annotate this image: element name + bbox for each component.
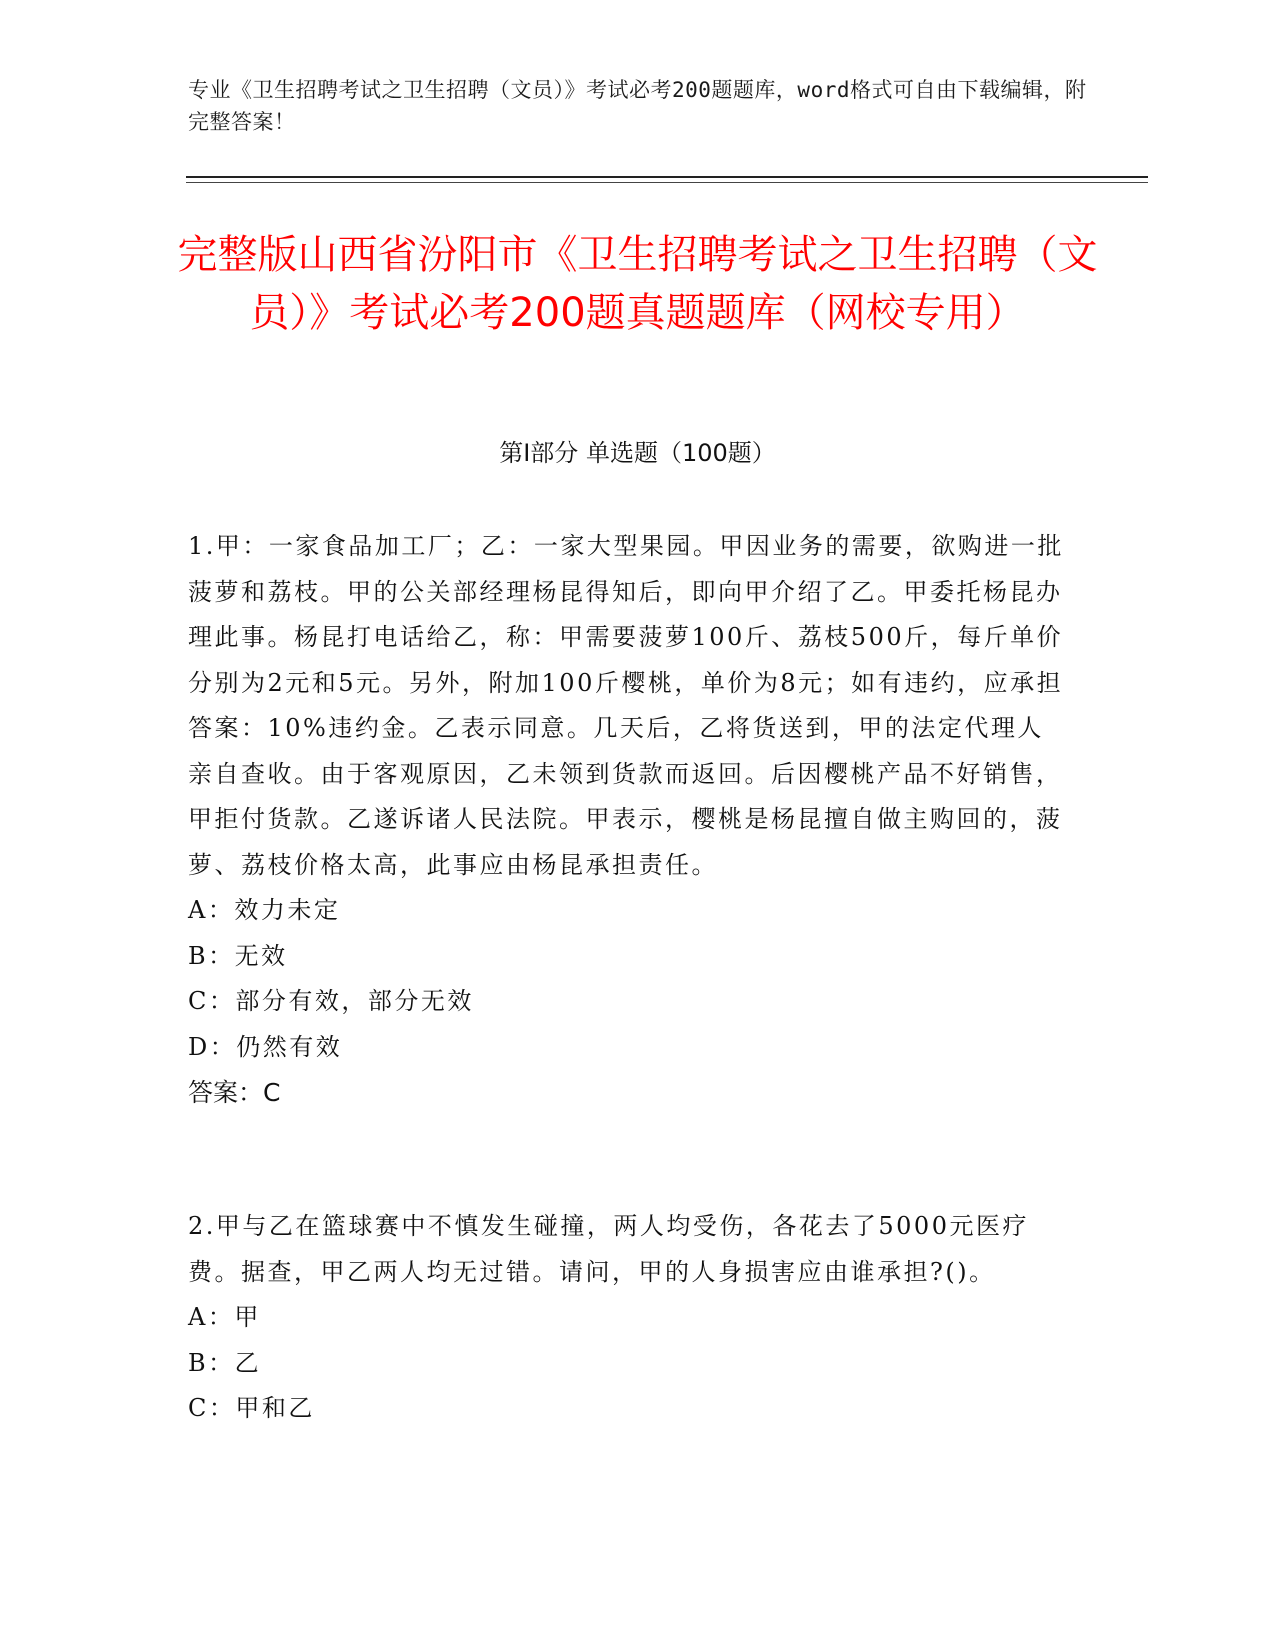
option-a: A：甲	[188, 1303, 261, 1331]
question-1	[188, 524, 1068, 1116]
header-divider-thick	[186, 176, 1148, 178]
section-heading: 第I部分 单选题（100题）	[499, 439, 776, 467]
option-b: B：乙	[188, 1348, 262, 1377]
question-2	[188, 1204, 1068, 1432]
question-stem: 1.甲：一家食品加工厂；乙：一家大型果园。甲因业务的需要，欲购进一批菠萝和荔枝。甲的公关部经理杨昆得知后，即向甲介绍了乙。甲委托杨昆办理此事。杨昆打电话给乙，称：甲需要菠萝100斤、荔枝500斤，每斤单价分别为2元和5元。另外，附加100斤樱桃，单价为8元；如有违约，应承担答案：10%违约金。乙表示同意。几天后，乙将货送到，甲的法定代理人亲自查收。由于客观原因，乙未领到货款而返回。后因樱桃产品不好销售，甲拒付货款。乙遂诉诸人民法院。甲表示，樱桃是杨昆擅自做主购回的，菠萝、荔枝价格太高，此事应由杨昆承担责任。	[188, 532, 1064, 879]
question-stem: 2.甲与乙在篮球赛中不慎发生碰撞，两人均受伤，各花去了5000元医疗费。据查，甲乙两人均无过错。请问，甲的人身损害应由谁承担?()。	[188, 1212, 1029, 1286]
option-d: D：仍然有效	[188, 1032, 343, 1061]
option-a: A：效力未定	[188, 896, 341, 924]
option-b: B：无效	[188, 941, 288, 970]
header-divider-thin	[186, 182, 1148, 183]
option-c: C：部分有效，部分无效	[188, 987, 474, 1015]
answer-text: 答案：C	[188, 1078, 281, 1107]
option-c: C：甲和乙	[188, 1394, 315, 1422]
header-note: 专业《卫生招聘考试之卫生招聘（文员）》考试必考200题题库，word格式可自由下载编辑，附完整答案！	[188, 78, 1087, 134]
document-title: 完整版山西省汾阳市《卫生招聘考试之卫生招聘（文员）》考试必考200题真题题库（网校专用）	[177, 232, 1098, 336]
